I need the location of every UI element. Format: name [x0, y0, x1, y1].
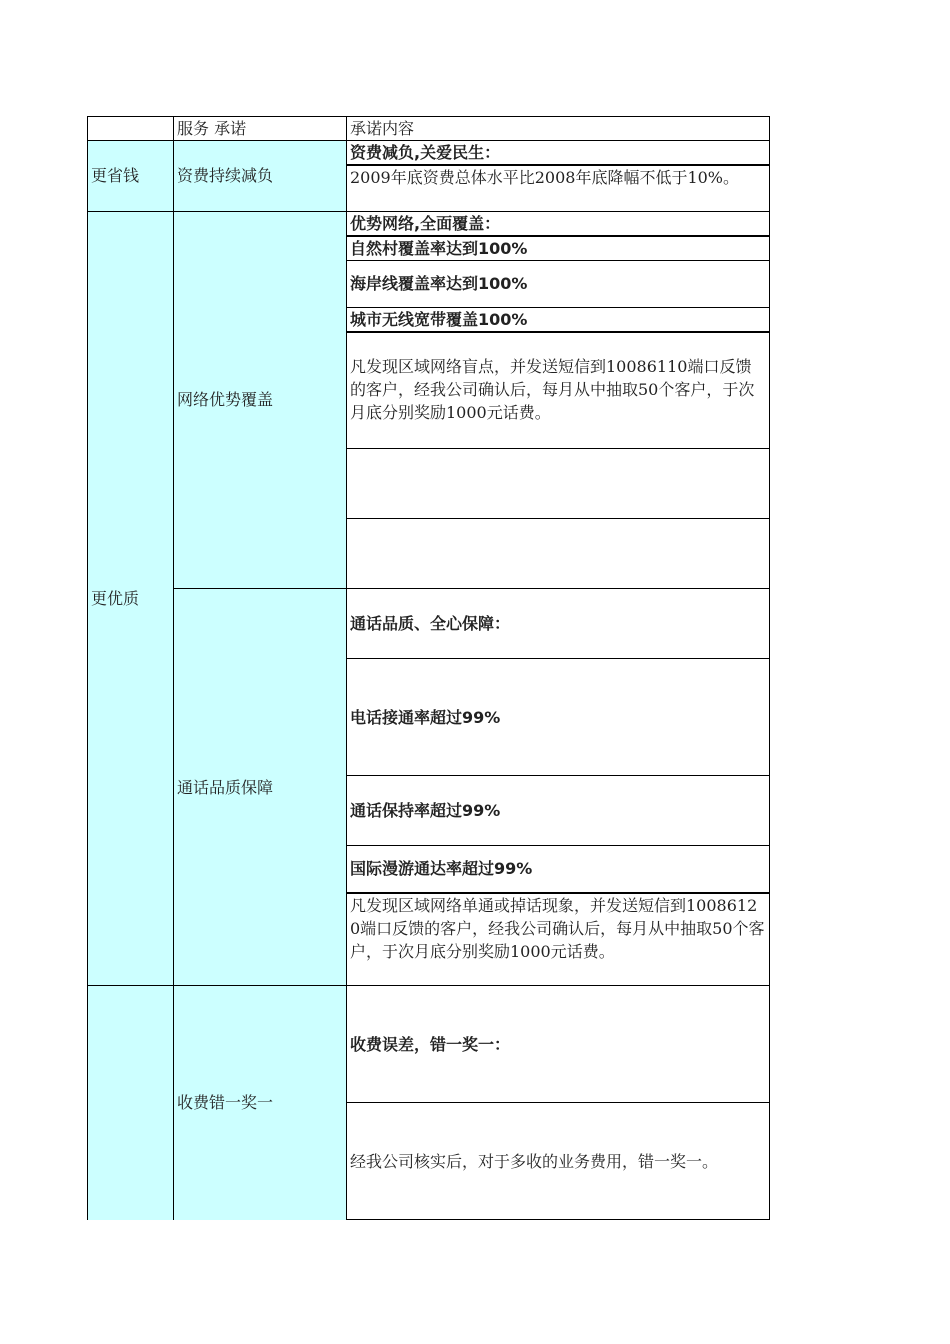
content-cell-item[interactable]: 国际漫游通达率超过99%: [347, 846, 770, 893]
header-row: [88, 117, 770, 141]
promise-table: [87, 116, 770, 1220]
content-cell-text[interactable]: 凡发现区域网络盲点，并发送短信到10086110端口反馈的客户，经我公司确认后，每月从中抽取50个客户，于次月底分别奖励1000元话费。: [347, 332, 770, 449]
content-cell-heading[interactable]: 通话品质、全心保障：: [347, 589, 770, 659]
header-cell-content[interactable]: 承诺内容: [347, 117, 770, 141]
content-cell-item[interactable]: 海岸线覆盖率达到100%: [347, 260, 770, 307]
category-cell-empty[interactable]: [88, 986, 174, 1220]
content-cell-empty[interactable]: [347, 449, 770, 519]
content-cell-item[interactable]: 自然村覆盖率达到100%: [347, 236, 770, 261]
content-cell-heading[interactable]: 资费减负,关爱民生：: [347, 141, 770, 166]
content-cell-item[interactable]: 城市无线宽带覆盖100%: [347, 307, 770, 332]
content-cell-item[interactable]: 电话接通率超过99%: [347, 659, 770, 776]
table-row: [88, 589, 770, 659]
service-cell-tariff[interactable]: 资费持续减负: [174, 141, 347, 212]
table-row: [88, 986, 770, 1103]
table-row: [88, 211, 770, 236]
content-cell-heading[interactable]: 收费误差，错一奖一：: [347, 986, 770, 1103]
category-cell-save-money[interactable]: 更省钱: [88, 141, 174, 212]
content-cell-text[interactable]: 2009年底资费总体水平比2008年底降幅不低于10%。: [347, 165, 770, 211]
service-cell-billing[interactable]: 收费错一奖一: [174, 986, 347, 1220]
table-row: [88, 141, 770, 166]
service-cell-call-quality[interactable]: 通话品质保障: [174, 589, 347, 986]
category-cell-quality[interactable]: 更优质: [88, 211, 174, 986]
content-cell-text[interactable]: 经我公司核实后，对于多收的业务费用，错一奖一。: [347, 1103, 770, 1220]
content-cell-text[interactable]: 凡发现区域网络单通或掉话现象，并发送短信到10086120端口反馈的客户，经我公司确认后，每月从中抽取50个客户，于次月底分别奖励1000元话费。: [347, 893, 770, 986]
content-cell-empty[interactable]: [347, 519, 770, 589]
header-cell-blank[interactable]: [88, 117, 174, 141]
content-cell-heading[interactable]: 优势网络,全面覆盖：: [347, 211, 770, 236]
content-cell-item[interactable]: 通话保持率超过99%: [347, 776, 770, 846]
header-cell-service[interactable]: 服务 承诺: [174, 117, 347, 141]
service-cell-network[interactable]: 网络优势覆盖: [174, 211, 347, 589]
